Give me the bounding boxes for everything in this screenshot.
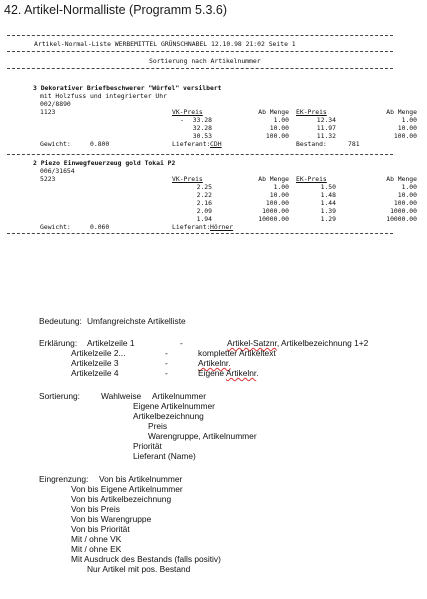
vk-value: 2.16 [196, 199, 212, 207]
ek-value: 11.32 [316, 132, 336, 140]
ab-value: 1.00 [273, 183, 289, 191]
article-number: 1123 [40, 108, 56, 116]
weight-label: Gewicht: [40, 140, 71, 148]
ek-value: 1.29 [320, 215, 336, 223]
page-title: 42. Artikel-Normalliste (Programm 5.3.6) [4, 3, 227, 17]
ab-value: 10000.00 [386, 215, 417, 223]
weight-value: 0.800 [90, 140, 110, 148]
ab-value: 1000.00 [262, 207, 289, 215]
sortierung-option: Artikelnummer [152, 391, 206, 401]
ek-value: 1.39 [320, 207, 336, 215]
ab-value: 10000.00 [258, 215, 289, 223]
ek-value: 11.97 [316, 124, 336, 132]
vk-value: 1.94 [196, 215, 212, 223]
eingrenzung-option: Von bis Artikelbezeichnung [71, 494, 172, 504]
article-subtitle: mit Holzfuss und integrierter Uhr [40, 92, 167, 100]
ab-value: 1.00 [273, 116, 289, 124]
col-ab-header: Ab Menge [386, 175, 417, 183]
erklaerung-value: Eigene Artikelnr. [198, 368, 259, 378]
erklaerung-dash: - [165, 348, 168, 358]
vk-value: 32.28 [192, 124, 212, 132]
vk-value: 2.22 [196, 191, 212, 199]
col-ab-header: Ab Menge [386, 108, 417, 116]
divider [7, 35, 393, 36]
ab-value: 10.00 [269, 124, 289, 132]
erklaerung-key: Artikelzeile 1 [87, 338, 135, 348]
report-sort-line: Sortierung nach Artikelnummer [149, 57, 261, 65]
ab-value: 1.00 [401, 116, 417, 124]
report-header-line: Artikel-Normal-Liste WERBEMITTEL GRÜNSCHNABEL 12.10.98 21:02 Seite 1 [34, 40, 296, 48]
ab-value: 100.00 [393, 132, 417, 140]
col-ab-header: Ab Menge [258, 175, 289, 183]
sortierung-option: Priorität [133, 441, 162, 451]
ab-value: 100.00 [393, 199, 417, 207]
article-title: 3 Dekorativer Briefbeschwerer "Würfel" versilbert [33, 84, 222, 92]
ab-value: 10.00 [397, 124, 417, 132]
col-ek-header: EK-Preis [296, 175, 327, 183]
sortierung-label: Sortierung: [39, 391, 80, 401]
erklaerung-key: Artikelzeile 2... [71, 348, 126, 358]
ab-value: 100.00 [265, 199, 289, 207]
eingrenzung-option: Mit / ohne VK [71, 534, 122, 544]
sortierung-option: Preis [148, 421, 168, 431]
eingrenzung-option: Von bis Preis [71, 504, 120, 514]
sortierung-option: Warengruppe, Artikelnummer [148, 431, 257, 441]
erklaerung-key: Artikelzeile 3 [71, 358, 119, 368]
col-vk-header: VK-Preis [172, 175, 203, 183]
divider [7, 51, 393, 52]
eingrenzung-option: Von bis Eigene Artikelnummer [71, 484, 183, 494]
article-title: 2 Piezo Einwegfeuerzeug gold Tokai P2 [33, 159, 176, 167]
supplier-value: CDH [210, 140, 222, 148]
erklaerung-label: Erklärung: [39, 338, 78, 348]
vk-value: 33.28 [192, 116, 212, 124]
ab-value: 10.00 [269, 191, 289, 199]
sortierung-option: Lieferant (Name) [133, 451, 196, 461]
eingrenzung-label: Eingrenzung: [39, 474, 89, 484]
supplier-label: Lieferant: [172, 223, 211, 231]
weight-value: 0.060 [90, 223, 110, 231]
price-dash: - [180, 116, 184, 124]
stock-label: Bestand: [296, 140, 327, 148]
ab-value: 100.00 [265, 132, 289, 140]
sortierung-option: Eigene Artikelnummer [133, 401, 215, 411]
erklaerung-value: kompletter Artikeltext [198, 348, 276, 358]
divider [7, 154, 393, 155]
eingrenzung-option: Von bis Warengruppe [71, 514, 152, 524]
col-vk-header: VK-Preis [172, 108, 203, 116]
sortierung-option: Artikelbezeichnung [133, 411, 204, 421]
erklaerung-dash: - [165, 368, 168, 378]
ab-value: 10.00 [397, 191, 417, 199]
erklaerung-key: Artikelzeile 4 [71, 368, 119, 378]
erklaerung-dash: - [180, 338, 183, 348]
ek-value: 12.34 [316, 116, 336, 124]
erklaerung-dash: - [165, 358, 168, 368]
erklaerung-value: Artikel-Satznr, Artikelbezeichnung 1+2 [227, 338, 369, 348]
ab-value: 1000.00 [390, 207, 417, 215]
eingrenzung-option: Von bis Priorität [71, 524, 130, 534]
article-number: 5223 [40, 175, 56, 183]
supplier-label: Lieferant: [172, 140, 211, 148]
stock-value: 781 [348, 140, 360, 148]
erklaerung-value: Artikelnr. [198, 358, 231, 368]
eingrenzung-option: Mit Ausdruck des Bestands (falls positiv) [71, 554, 221, 564]
bedeutung-label: Bedeutung: [39, 316, 82, 326]
article-extra: 006/31654 [40, 167, 75, 175]
vk-value: 2.09 [196, 207, 212, 215]
bedeutung-text: Umfangreichste Artikelliste [87, 316, 186, 326]
col-ek-header: EK-Preis [296, 108, 327, 116]
weight-label: Gewicht: [40, 223, 71, 231]
divider [7, 233, 393, 234]
col-ab-header: Ab Menge [258, 108, 289, 116]
ek-value: 1.50 [320, 183, 336, 191]
divider [7, 68, 393, 69]
supplier-value: Hörner [210, 223, 234, 231]
ek-value: 1.48 [320, 191, 336, 199]
vk-value: 30.53 [192, 132, 212, 140]
eingrenzung-option: Mit / ohne EK [71, 544, 122, 554]
eingrenzung-option: Nur Artikel mit pos. Bestand [87, 564, 191, 574]
sortierung-wahlweise: Wahlweise [101, 391, 142, 401]
ab-value: 1.00 [401, 183, 417, 191]
eingrenzung-option: Von bis Artikelnummer [99, 474, 183, 484]
ek-value: 1.44 [320, 199, 336, 207]
article-extra: 002/8890 [40, 100, 71, 108]
vk-value: 2.25 [196, 183, 212, 191]
